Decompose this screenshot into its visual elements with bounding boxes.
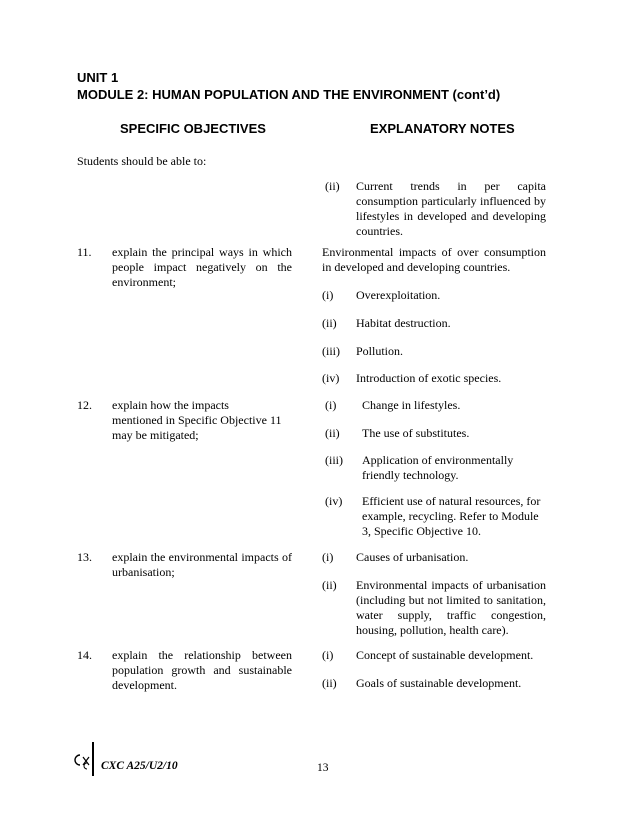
- note-text: Overexploitation.: [356, 288, 441, 302]
- objective-text: explain the environmental impacts of urbanisation;: [112, 550, 292, 579]
- note-number: (i): [325, 398, 337, 412]
- note-number: (ii): [325, 179, 340, 193]
- note-text: Efficient use of natural resources, for example, recycling. Refer to Module 3, Specific Objective 10.: [362, 494, 541, 538]
- note-number: (ii): [322, 676, 337, 690]
- footer-divider: [92, 742, 94, 776]
- objective-text: explain how the impacts mentioned in Specific Objective 11 may be mitigated;: [112, 398, 282, 442]
- note-number: (iii): [325, 453, 343, 467]
- page-number: 13: [317, 762, 329, 774]
- note-text: Application of environmentally friendly technology.: [362, 453, 514, 482]
- objective-number: 14.: [77, 648, 92, 662]
- objective-number: 11.: [77, 245, 92, 259]
- note-number: (i): [322, 288, 334, 302]
- note-number: (ii): [322, 316, 337, 330]
- note-text: Goals of sustainable development.: [356, 676, 522, 690]
- column-heading-objectives: SPECIFIC OBJECTIVES: [120, 121, 266, 136]
- objective-text: explain the relationship between population growth and sustainable development.: [112, 648, 292, 692]
- intro-text: Students should be able to:: [77, 154, 207, 168]
- unit-title: UNIT 1: [77, 70, 119, 85]
- note-text: The use of substitutes.: [362, 426, 470, 440]
- note-lead-text: Environmental impacts of over consumption in developed and developing countries.: [322, 245, 546, 274]
- note-number: (iv): [322, 371, 340, 385]
- note-text: Introduction of exotic species.: [356, 371, 502, 385]
- note-text: Habitat destruction.: [356, 316, 451, 330]
- objective-number: 13.: [77, 550, 92, 564]
- note-text: Concept of sustainable development.: [356, 648, 534, 662]
- note-number: (i): [322, 648, 334, 662]
- objective-number: 12.: [77, 398, 92, 412]
- note-number: (iii): [322, 344, 340, 358]
- note-number: (ii): [322, 578, 337, 592]
- note-text: Change in lifestyles.: [362, 398, 461, 412]
- document-code: CXC A25/U2/10: [101, 760, 178, 772]
- note-number: (i): [322, 550, 334, 564]
- note-text: Causes of urbanisation.: [356, 550, 469, 564]
- objective-text: explain the principal ways in which people impact negatively on the environment;: [112, 245, 292, 289]
- note-number: (ii): [325, 426, 340, 440]
- note-text: Pollution.: [356, 344, 404, 358]
- cxc-logo: [72, 752, 92, 770]
- column-heading-notes: EXPLANATORY NOTES: [370, 121, 515, 136]
- note-number: (iv): [325, 494, 343, 508]
- module-title: MODULE 2: HUMAN POPULATION AND THE ENVIRONMENT (cont’d): [77, 87, 501, 102]
- note-text: Environmental impacts of urbanisation (including but not limited to sanitation, water supply, traffic congestion, housing, pollution, health care).: [356, 578, 546, 637]
- note-text: Current trends in per capita consumption particularly influenced by lifestyles in developed and developing countries.: [356, 179, 546, 238]
